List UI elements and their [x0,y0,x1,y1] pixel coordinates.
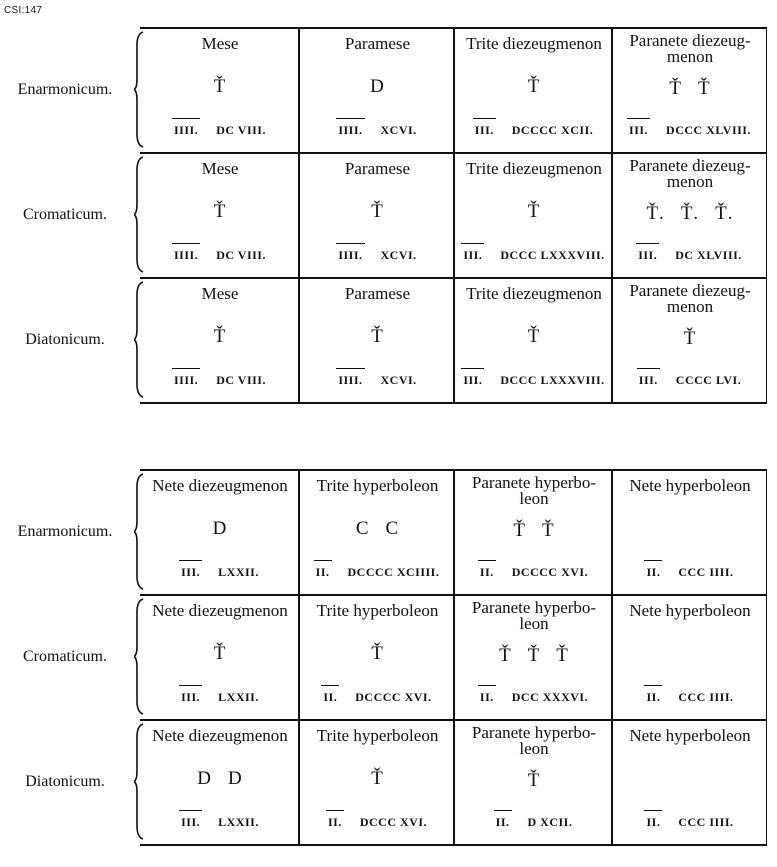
row-rule [140,844,767,846]
note-cell [303,469,452,594]
note-symbol-text: Ť [213,76,227,97]
note-name: Nete hyperboleon [629,726,751,745]
note-symbol-text: Ť [371,768,384,789]
note-name: Paranete hyperbo- leon [471,723,597,758]
ratio-rest: DCCC LXXXVIII. [500,248,605,262]
note-cell [143,152,297,277]
note-name: Trite hyperboleon [316,476,439,495]
note-symbol [528,327,541,347]
ratio-lead: III. [474,123,494,137]
note-symbol [214,327,227,347]
note-symbols [303,202,452,222]
ratio-lead: III. [638,248,658,262]
note-symbols [458,771,610,791]
note-symbol-text: Ť [698,78,711,99]
genus-label: Diatonicum. [25,773,105,790]
note-symbol-text: Ť [527,645,541,666]
note-cell [616,277,764,402]
row-brace [134,473,144,590]
note-name: Trite diezeugmenon [466,284,602,303]
ratio-number [303,373,452,388]
column-rule [453,27,455,402]
note-cell [458,469,610,594]
note-cell [143,594,297,719]
note-cell [458,27,610,152]
note-symbols [303,769,452,789]
note-symbol-text: Ť [556,645,569,666]
ratio-number [458,373,610,388]
ratio-rest: DCCCC XVI. [511,565,589,579]
note-symbol-text: D [197,768,212,789]
note-symbol-text: Ť [669,78,682,99]
ratio-lead: III. [463,373,483,387]
note-symbol [698,79,711,99]
ratio-lead: III. [638,373,658,387]
note-symbol [371,644,384,664]
ratio-number [143,373,297,388]
ratio-lead: III. [463,248,483,262]
ratio-number [458,690,610,705]
note-symbol [528,646,541,666]
ratio-number [458,815,610,830]
ratio-rest: DC VIII. [216,248,266,262]
note-symbols [143,77,297,97]
note-symbols [143,519,297,539]
ratio-rest: DCCC XVI. [359,815,427,829]
note-name: Paranete diezeug- menon [629,156,751,191]
note-symbols [143,327,297,347]
note-symbol [528,202,541,222]
note-symbol [213,519,228,539]
ratio-rest: XCVI. [380,373,417,387]
note-symbol-text: Ť [527,326,541,347]
note-symbol [214,644,227,664]
note-symbols [303,644,452,664]
note-cell [458,719,610,844]
genus-label: Cromaticum. [23,206,107,223]
note-symbol-text: Ť [499,645,512,666]
ratio-number [143,123,297,138]
ratio-lead: II. [495,815,510,829]
note-symbols [616,79,764,99]
note-symbol [370,77,385,97]
note-cell [458,277,610,402]
note-cell [616,594,764,719]
note-symbols [143,202,297,222]
note-symbol [197,769,212,789]
note-cell [143,469,297,594]
note-cell [616,719,764,844]
note-symbol [386,519,400,539]
note-symbol-text: D [370,76,385,97]
ratio-rest: CCC IIII. [678,565,734,579]
ratio-number [303,815,452,830]
ratio-lead: III. [181,690,201,704]
note-symbol-text: Ť [213,326,227,347]
note-symbol [371,769,384,789]
ratio-rest: LXXII. [218,815,259,829]
note-symbol [214,77,227,97]
note-cell [143,277,297,402]
note-symbols [458,327,610,347]
ratio-lead: II. [479,690,494,704]
ratio-rest: CCCC LVI. [675,373,742,387]
note-name: Trite diezeugmenon [466,34,602,53]
note-cell [143,27,297,152]
note-name: Nete hyperboleon [629,476,751,495]
note-symbol [542,521,555,541]
note-cell [616,152,764,277]
ratio-lead: III. [181,815,201,829]
note-symbols [458,202,610,222]
note-symbol [371,202,384,222]
note-name: Paramese [344,284,411,303]
genus-label: Cromaticum. [23,648,107,665]
ratio-lead: II. [646,815,661,829]
genus-label: Enarmonicum. [17,81,113,98]
note-symbol-text: Ť [371,201,384,222]
ratio-rest: DCCC LXXXVIII. [500,373,605,387]
column-rule [611,469,613,844]
note-symbols [616,329,764,349]
column-rule [298,469,300,844]
note-name: Mese [201,34,239,53]
note-name: Mese [201,159,239,178]
ratio-number [616,248,764,263]
note-symbol-text: Ť. [680,203,700,224]
ratio-rest: XCVI. [380,123,417,137]
ratio-lead: IIII. [174,248,199,262]
note-symbol-text: Ť. [715,203,734,224]
ratio-rest: DC XLVIII. [675,248,742,262]
note-name: Nete hyperboleon [629,601,751,620]
note-cell [303,152,452,277]
ratio-lead: IIII. [174,373,199,387]
ratio-rest: CCC IIII. [678,815,734,829]
ratio-number [303,690,452,705]
ratio-lead: II. [479,565,494,579]
row-brace [134,31,144,148]
note-name: Paramese [344,34,411,53]
note-cell [458,594,610,719]
ratio-lead: IIII. [338,373,363,387]
column-rule [298,27,300,402]
note-name: Trite hyperboleon [316,726,439,745]
note-name: Paranete diezeug- menon [629,281,751,316]
ratio-rest: XCVI. [380,248,417,262]
column-rule [611,27,613,402]
note-symbol [499,646,512,666]
note-name: Nete diezeugmenon [152,726,288,745]
row-brace [134,598,144,715]
note-symbol-text: Ť [371,643,384,664]
row-brace [134,281,144,398]
row-brace [134,156,144,273]
ratio-lead: III. [629,123,649,137]
note-symbols [616,204,764,224]
ratio-rest: LXXII. [218,565,259,579]
ratio-number [616,690,764,705]
note-name: Mese [201,284,239,303]
ratio-lead: IIII. [338,248,363,262]
ratio-number [458,248,610,263]
ratio-number [616,373,764,388]
note-symbol-text: Ť [527,201,541,222]
note-name: Trite hyperboleon [316,601,439,620]
note-symbol [715,204,733,224]
ratio-number [143,565,297,580]
note-symbol-text: C [385,518,400,539]
note-symbol-text: Ť [371,326,384,347]
note-name: Paranete diezeug- menon [629,31,751,66]
note-symbol [669,79,682,99]
note-symbol-text: Ť [513,520,526,541]
note-symbol-text: Ť. [646,203,665,224]
note-symbols [458,521,610,541]
ratio-number [616,123,764,138]
note-symbol-text: Ť [527,76,541,97]
note-symbol [684,329,697,349]
note-cell [303,277,452,402]
ratio-number [143,248,297,263]
ratio-number [616,565,764,580]
note-symbols [458,646,610,666]
notation-table [140,27,767,404]
note-symbol [214,202,227,222]
note-symbol [228,769,243,789]
note-symbol [371,327,384,347]
ratio-rest: DCCCC XVI. [355,690,432,704]
genus-label: Diatonicum. [25,331,105,348]
ratio-number [143,815,297,830]
ratio-number [143,690,297,705]
ratio-lead: II. [646,690,661,704]
note-symbols [143,769,297,789]
note-symbol-text: Ť [213,643,227,664]
ratio-number [458,565,610,580]
ratio-number [303,123,452,138]
note-symbol-text: Ť [527,770,541,791]
row-brace [134,723,144,840]
note-symbol-text: Ť [213,201,227,222]
ratio-number [303,565,452,580]
note-cell [303,27,452,152]
ratio-lead: II. [315,565,330,579]
note-symbol [681,204,699,224]
note-cell [143,719,297,844]
ratio-lead: II. [327,815,342,829]
note-name: Trite diezeugmenon [466,159,602,178]
note-cell [303,719,452,844]
ratio-rest: LXXII. [218,690,259,704]
note-name: Paranete hyperbo- leon [471,598,597,633]
note-symbol-text: D [228,768,243,789]
ratio-number [458,123,610,138]
note-symbols [303,77,452,97]
note-name: Nete diezeugmenon [152,476,288,495]
note-name: Paranete hyperbo- leon [471,473,597,508]
note-symbol [356,519,370,539]
note-name: Nete diezeugmenon [152,601,288,620]
ratio-rest: DCCCC XCII. [511,123,594,137]
notation-table [140,469,767,846]
ratio-rest: DCCCC XCIIII. [347,565,440,579]
genus-label: Enarmonicum. [17,523,113,540]
ratio-rest: DCC XXXVI. [511,690,589,704]
ratio-lead: IIII. [174,123,199,137]
row-rule [140,402,767,404]
note-symbol [528,771,541,791]
note-cell [458,152,610,277]
note-symbols [303,519,452,539]
ratio-number [616,815,764,830]
note-name: Paramese [344,159,411,178]
note-cell [303,594,452,719]
note-symbol [646,204,664,224]
note-symbol [556,646,569,666]
ratio-lead: II. [323,690,338,704]
note-cell [616,27,764,152]
column-rule [453,469,455,844]
note-symbol [528,77,541,97]
ratio-lead: IIII. [338,123,363,137]
note-cell [616,469,764,594]
note-symbol-text: D [212,518,228,539]
note-symbol-text: Ť [542,520,555,541]
ratio-rest: D XCII. [527,815,573,829]
ratio-number [303,248,452,263]
column-rule [766,469,767,844]
ratio-lead: II. [646,565,661,579]
note-symbol-text: C [355,518,370,539]
note-symbol [513,521,526,541]
note-symbols [458,77,610,97]
page-reference: CSI:147 [4,5,43,16]
note-symbols [303,327,452,347]
ratio-rest: DC VIII. [216,123,266,137]
ratio-rest: DC VIII. [216,373,266,387]
note-symbol-text: Ť [683,328,697,349]
ratio-lead: III. [181,565,201,579]
note-symbols [143,644,297,664]
ratio-rest: CCC IIII. [678,690,734,704]
ratio-rest: DCCC XLVIII. [666,123,751,137]
column-rule [766,27,767,402]
